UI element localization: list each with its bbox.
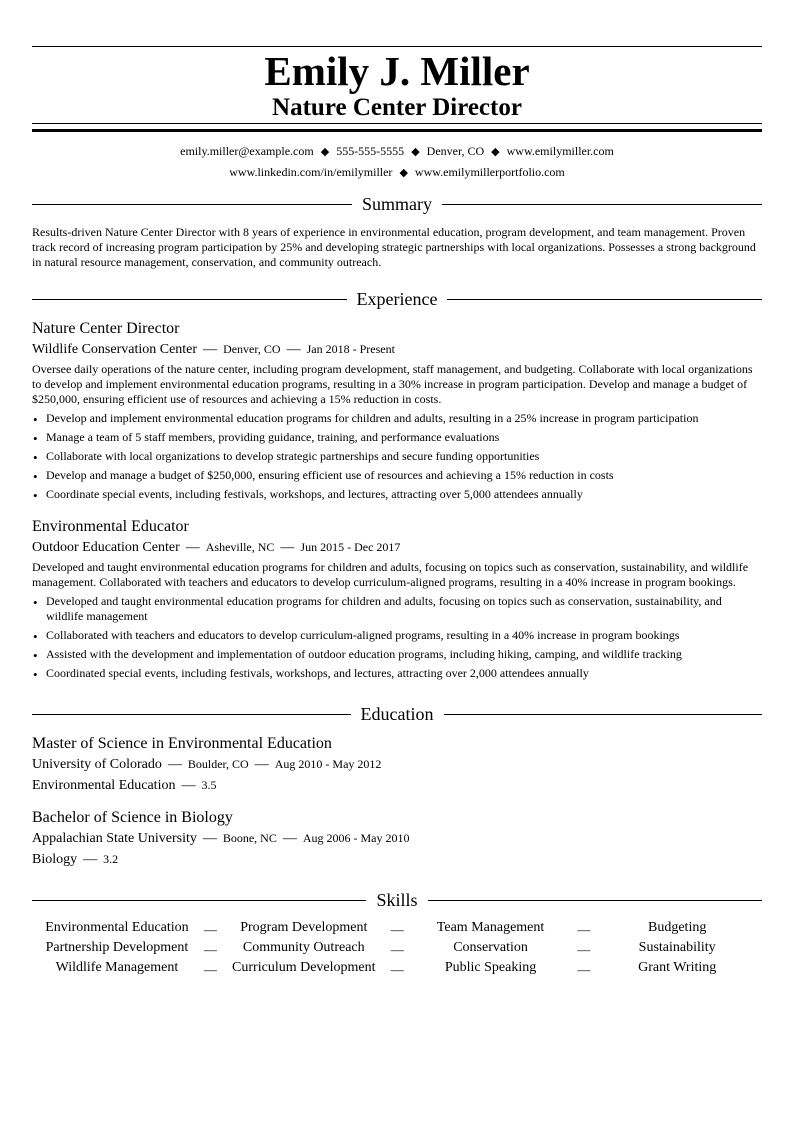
contact-linkedin[interactable]: www.linkedin.com/in/emilymiller	[229, 165, 393, 179]
skills-heading-label: Skills	[376, 890, 418, 910]
degree-name: Master of Science in Environmental Education	[32, 735, 332, 752]
list-item: • Developed and taught environmental education programs for children and adults, focusing on topics such as conservation, sustainability, and wildlife management	[32, 594, 762, 624]
field-meta: Biology — 3.2	[32, 852, 119, 867]
skill-separator: —	[390, 962, 404, 977]
job-title: Environmental Educator	[32, 518, 189, 535]
skills-row	[32, 938, 762, 958]
experience-heading-label: Experience	[356, 289, 438, 309]
summary-heading	[32, 193, 762, 215]
school-meta: University of Colorado — Boulder, CO — Aug 2010 - May 2012	[32, 757, 382, 772]
diamond-separator-icon: ◆	[320, 146, 330, 158]
degree-name: Bachelor of Science in Biology	[32, 809, 233, 826]
skill-separator: —	[577, 922, 591, 937]
skill-separator: —	[203, 962, 217, 977]
education-heading-label: Education	[360, 704, 434, 724]
diamond-separator-icon: ◆	[411, 146, 420, 158]
job-dates: Jun 2015 - Dec 2017	[300, 540, 401, 554]
contact-portfolio[interactable]: www.emilymillerportfolio.com	[414, 165, 565, 179]
education-entry	[32, 808, 762, 870]
contact-website[interactable]: www.emilymiller.com	[506, 144, 614, 158]
list-item: • Develop and manage a budget of $250,000, ensuring efficient use of resources and achieving a 15% reduction in costs	[32, 468, 762, 483]
job-organization: Wildlife Conservation Center	[32, 342, 198, 357]
contact-line-1	[32, 143, 762, 160]
field-of-study: Biology	[32, 852, 78, 867]
field-of-study: Environmental Education	[32, 778, 176, 793]
skill-separator: —	[203, 922, 217, 937]
contact-email[interactable]: emily.miller@example.com	[180, 144, 314, 158]
job-location: Denver, CO	[223, 342, 281, 356]
job-location: Asheville, NC	[205, 540, 275, 554]
skill-item: Grant Writing	[638, 960, 717, 975]
skill-item: Curriculum Development	[232, 960, 376, 975]
field-meta: Environmental Education — 3.5	[32, 778, 217, 793]
school-name: University of Colorado	[32, 757, 162, 772]
skills-row	[32, 958, 762, 978]
gpa: 3.5	[201, 778, 217, 792]
list-item: • Collaborate with local organizations to develop strategic partnerships and secure funding opportunities	[32, 449, 762, 464]
skill-item: Program Development	[240, 920, 368, 935]
skill-item: Team Management	[436, 920, 545, 935]
skill-separator: —	[390, 922, 404, 937]
education-heading	[32, 703, 762, 725]
education-entry	[32, 734, 762, 796]
skill-item: Conservation	[453, 940, 528, 955]
job-dates: Jan 2018 - Present	[306, 342, 395, 356]
list-item: • Develop and implement environmental education programs for children and adults, resulting in a 25% increase in program participation	[32, 411, 762, 426]
contact-line-2	[32, 164, 762, 181]
diamond-separator-icon: ◆	[491, 146, 500, 158]
skill-separator: —	[577, 962, 591, 977]
skills-row	[32, 918, 762, 938]
job-bullets	[32, 594, 762, 681]
skills-table	[32, 918, 762, 978]
skills-heading	[32, 889, 762, 911]
skill-item: Sustainability	[638, 940, 716, 955]
job-description: Developed and taught environmental education programs for children and adults, focusing on topics such as conservation, sustainability, and wildlife management. Collaborated with teachers and educators to develop curriculum-aligned programs, resulting in a 40% increase in program bookings.	[32, 560, 749, 589]
diamond-separator-icon: ◆	[399, 167, 408, 179]
skill-item: Budgeting	[648, 920, 707, 935]
experience-heading	[32, 288, 762, 310]
job-meta: Wildlife Conservation Center — Denver, CO — Jan 2018 - Present	[32, 342, 395, 357]
school-name: Appalachian State University	[32, 831, 197, 846]
skill-item: Public Speaking	[444, 960, 537, 975]
school-dates: Aug 2006 - May 2010	[302, 831, 410, 845]
school-location: Boulder, CO	[187, 757, 249, 771]
skill-item: Wildlife Management	[55, 960, 179, 975]
job-entry	[32, 319, 762, 506]
job-entry	[32, 517, 762, 685]
summary-heading-label: Summary	[362, 194, 432, 214]
skill-item: Partnership Development	[45, 940, 189, 955]
list-item: • Coordinated special events, including festivals, workshops, and lectures, attracting over 2,000 attendees annually	[32, 666, 762, 681]
school-dates: Aug 2010 - May 2012	[274, 757, 382, 771]
candidate-name: Emily J. Miller	[264, 48, 530, 94]
contact-location: Denver, CO	[426, 144, 485, 158]
summary-text: Results-driven Nature Center Director with 8 years of experience in environmental education, program development, and team management. Proven track record of increasing program participation by 25% and developing strategic partnerships with local organizations. Possesses a strong background in natural resource management, conservation, and community outreach.	[32, 225, 756, 269]
job-description: Oversee daily operations of the nature center, including program development, staff management, and budgeting. Collaborate with local organizations to develop and implement environmental education programs, resulting in a 30% increase in program participation. Develop and manage a budget of $250,000, ensuring efficient use of resources and achieving a 15% reduction in costs.	[32, 362, 753, 406]
skill-item: Community Outreach	[242, 940, 365, 955]
skill-separator: —	[577, 942, 591, 957]
school-meta: Appalachian State University — Boone, NC — Aug 2006 - May 2010	[32, 831, 410, 846]
list-item: • Coordinate special events, including festivals, workshops, and lectures, attracting over 5,000 attendees annually	[32, 487, 762, 502]
list-item: • Collaborated with teachers and educators to develop curriculum-aligned programs, resulting in a 40% increase in program bookings	[32, 628, 762, 643]
header-thick-rule	[32, 129, 762, 132]
skill-separator: —	[203, 942, 217, 957]
gpa: 3.2	[103, 852, 119, 866]
list-item: • Manage a team of 5 staff members, providing guidance, training, and performance evaluations	[32, 430, 762, 445]
school-location: Boone, NC	[222, 831, 277, 845]
contact-phone[interactable]: 555-555-5555	[336, 144, 405, 158]
list-item: • Assisted with the development and implementation of outdoor education programs, including hiking, camping, and wildlife tracking	[32, 647, 762, 662]
skill-separator: —	[390, 942, 404, 957]
job-meta: Outdoor Education Center — Asheville, NC — Jun 2015 - Dec 2017	[32, 540, 401, 555]
job-organization: Outdoor Education Center	[32, 540, 180, 555]
candidate-title: Nature Center Director	[272, 94, 522, 121]
skill-item: Environmental Education	[45, 920, 189, 935]
job-title: Nature Center Director	[32, 320, 180, 337]
job-bullets	[32, 411, 762, 502]
header-thin-rule	[32, 123, 762, 124]
